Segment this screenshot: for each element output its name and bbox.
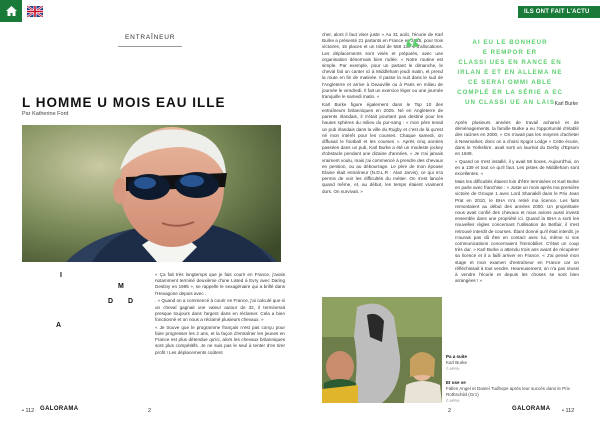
quote-author: Karl Burke: [554, 101, 578, 107]
quote-mark-icon: “: [405, 32, 420, 65]
article-column-left: [155, 272, 285, 357]
brand-right: GALORAMA: [512, 406, 551, 412]
quote-line: E REMPOR ER: [482, 49, 538, 56]
portrait-illustration: [22, 125, 281, 262]
home-button[interactable]: [0, 0, 22, 22]
kicker-divider: [118, 46, 182, 47]
article-headline: L HOMME U MOIS EAU ILLE: [22, 95, 226, 110]
page-number-left: • 112: [22, 408, 35, 414]
horse-jockey-illustration: [322, 297, 442, 403]
paragraph: . « Quand on a commencé à courir en France, j'ai calculé que si un cheval gagnait une valeur autour de 32, il terminerait presque toujours dans l'argent dans en réclamer. Cela a bien fonctionné et on nous a réclamé plusieurs chevaux. »: [155, 298, 285, 323]
quote-line: AI EU LE BONHEUR: [472, 39, 548, 46]
caption-2: [446, 380, 581, 404]
horse-jockey-photo: [322, 297, 442, 403]
article-kicker: ENTRAÎNEUR: [125, 34, 176, 41]
top-bar-right: [300, 0, 600, 22]
dropcap-letter: D: [128, 298, 134, 305]
quote-line: COMPLÉ ER LA SÉRIE A EC: [457, 89, 563, 96]
caption-text: Fallen Angel et Daniel Tudhope après leur succès dans le Prix Rothschild (Gr1): [446, 386, 570, 397]
quote-line: CE SERAI OMMI ABLE: [467, 79, 553, 86]
article-byline: Par Katherine Ford: [22, 111, 69, 117]
article-column-mid: [322, 32, 443, 196]
caption-credit: © APRH: [446, 367, 460, 371]
quote-line: CLASSI UES EN RANCE EN: [458, 59, 562, 66]
caption-text: Karl Burke: [446, 360, 468, 365]
portrait-photo: [22, 125, 281, 262]
dropcap-letter: A: [56, 322, 62, 329]
dropcap-letter: I: [60, 272, 62, 279]
page-mark-right: 2: [448, 408, 452, 414]
uk-flag-icon[interactable]: [27, 6, 43, 17]
page-mark-left: 2: [148, 408, 152, 414]
dropcap-letter: D: [108, 298, 114, 305]
paragraph: cher, alors il faut viser juste » Au 31 août, l'écurie de Karl Burke a présenté 21 partants en France en 2025, pour trois victoires, 15 places et un total de 558 130 € d'allocations. Les déplacements sont visés et préparés, avec une organisation désormais bien rodée. « Notre routine est simple. Par exemple, pour un partant le dimanche, le cheval fait un canter ici à Middleham jeudi matin, et prend la route en fin de matinée. Il passe la nuit dans le sud de l'Angleterre et arrive à Deauville ou à Paris en milieu de journée le vendredi. Il fait un exercice léger ou une journée tranquille le samedi matin. »: [322, 32, 443, 100]
top-bar-left: [0, 0, 300, 22]
caption-label: Et ose ve: [446, 380, 466, 385]
article-column-right: [455, 120, 579, 286]
paragraph: Après plusieurs années de travail acharné et de déménagements, la famille Burke a eu l'opportunité d'établir des racines en 2000. « On n'avait pas les moyens d'acheter à Newmarket, donc on a choisi Spigot Lodge » Cette écurie, dans le Yorkshire, avait sorti un lauréat du Derby d'Epsom en 1849.: [455, 120, 579, 157]
paragraph: « Ça fait très longtemps que je fais courir en France, j'avais notamment terminé deuxième d'une Listed à Evry avec Daring Destiny en 1995 », se rappelle le sexagénaire qui a brillé dans l'Hexagone depuis avec .: [155, 272, 285, 296]
caption-label: Pa a suite: [446, 354, 468, 359]
quote-line: UN CLASSI UE AN LAIS: [465, 99, 555, 106]
caption-credit: © APRH: [446, 399, 460, 403]
caption-1: [446, 354, 576, 372]
pull-quote: [440, 38, 580, 108]
dropcap-letter: M: [118, 283, 124, 290]
paragraph: Karl Burke figure également dans le Top 10 des entraîneurs britanniques en 2025. Né en Angleterre de parents irlandais, il n'était pourtant pas destiné pour les hautes sphères du milieu du pur-sang : « mon père tenait un pub irlandais dans la ville du Rugby et c'est de là qu'est né mon intérêt pour les courses. Chaque samedi, on diffusait le football et les courses ». Après cinq années passées dans un pub, Karl Burke a été un modeste jockey d'obstacle pendant une dizaine d'années. « Je n'ai jamais vraiment voulu, mais j'ai commencé à prendre des chevaux en pension, ou au débourrage. Le père de mon épouse Elaine était entraîneur (N.D.L.R : Alan Jarvis), ce qui m'a permis de voir les difficultés du métier. On s'est lancés quand même, et, au début, les temps étaient vraiment durs. On survivait. »: [322, 101, 443, 194]
brand-left: GALORAMA: [40, 406, 79, 412]
paragraph: « Je trouve que le programme français n'est pas conçu pour faire progresser les 2 ans, et la façon d'entraîner les jeunes en France est plus détendue qu'ici, alors les chevaux britanniques sont plus compétitifs. Je ne suis pas le seul à tenter d'en tirer profit ! Les déplacements coûtent: [155, 324, 285, 355]
page-number-right: • 112: [562, 408, 575, 414]
paragraph: Mais les difficultés étaient loin d'être terminées et Karl Burke en parle avec franchise : « Juste un mois après ma première victoire de Groupe 1 avec Lord Shanakill dans le Prix Jean Prat en 2010, le BHA m'a retiré ma licence. Les faits remontaient au début des années 2000. Un propriétaire nous avait confié des chevaux et nous avions aussi investi ensemble dans une propriété ici. Quand la BHA a sorti les nouvelles règles concernant l'utilisation de Betfair, il s'est retrouvé interdit de courses. Étant donné qu'il était interdit, je n'aurais pas dû être en contact avec lui, même si nos communications concernaient l'immobilier. C'était un coup très dur. » Karl Burke a attendu trois ans avant de récupérer sa licence et il a failli arriver en France. « J'ai pensé mon stage et mon examen d'entraîneur en France car on réfléchissait à tout vendre. Heureusement, on n'a pas réussi à vendre l'écurie et depuis les choses se sont bien arrangées ! »: [455, 179, 579, 284]
paragraph: « Quand on s'est installé, il y avait 58 boxes. Aujourd'hui, on en a 139 et tout ce qu'il faut. Les pistes de Middleham sont excellentes. »: [455, 158, 579, 177]
section-tag[interactable]: ILS ONT FAIT L'ACTU: [518, 6, 600, 18]
quote-line: IRLAN E ET EN ALLEMA NE: [457, 69, 563, 76]
home-icon: [6, 6, 17, 16]
